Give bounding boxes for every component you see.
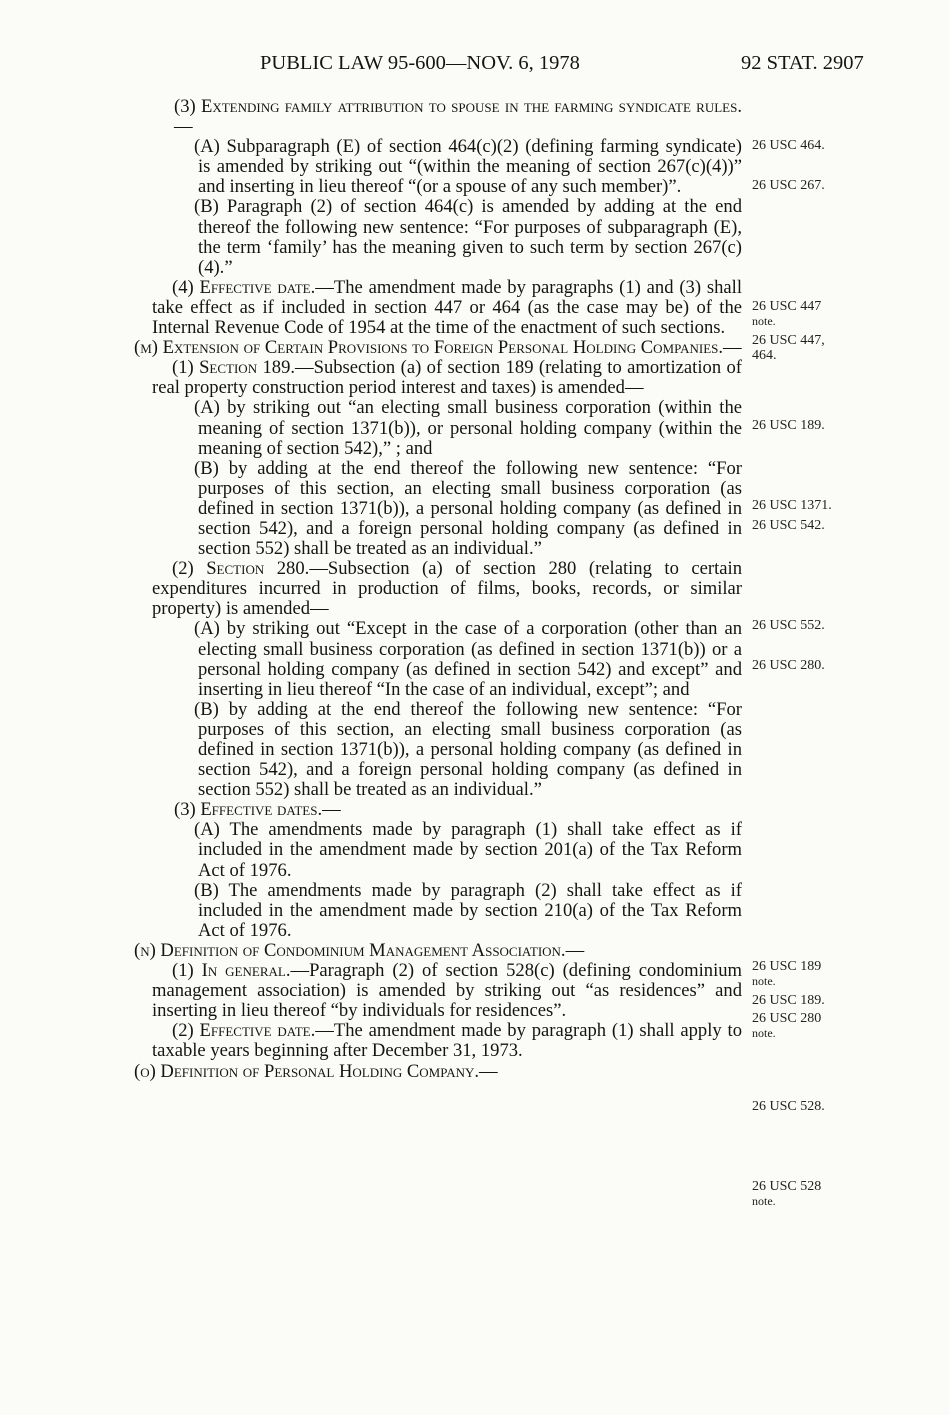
paragraph-4: (4) Effective date.—The amendment made by paragraphs (1) and (3) shall take effect as if included in section 447 or 464 (as the case may be) of the Internal Revenue Code of 1954 at the time of the enactment of such sections.: [152, 276, 742, 339]
paragraph-3a: (A) Subparagraph (E) of section 464(c)(2) (defining farming syndicate) is amended by striking out “(within the meaning of section 267(c)(4))” and inserting in lieu thereof “(or a spouse of any such member)”.: [194, 136, 742, 198]
margin-note: 26 USC 528.: [752, 1099, 825, 1114]
subsection-n-heading: (n) Definition of Condominium Management Association.—: [134, 939, 585, 961]
paragraph-m3-heading: (3) Effective dates.—: [174, 799, 341, 821]
paragraph-3-heading: (3) Extending family attribution to spouse in the farming syndicate rules.—: [174, 96, 742, 138]
margin-note: 26 USC 1371.: [752, 498, 832, 513]
margin-note: 26 USC 447 note.: [752, 299, 822, 328]
paragraph-m2: (2) Section 280.—Subsection (a) of section 280 (relating to certain expenditures incurred in production of films, books, records, or similar property) is amended—: [152, 558, 742, 620]
statute-body: [134, 96, 742, 1082]
page-header: [0, 52, 949, 82]
paragraph-n1: (1) In general.—Paragraph (2) of section 528(c) (defining condominium management association) is amended by striking out “as residences” and inserting in lieu thereof “by individuals for residences”.: [152, 960, 742, 1022]
paragraph-m3a: (A) The amendments made by paragraph (1) shall take effect as if included in the amendment made by section 201(a) of the Tax Reform Act of 1976.: [194, 819, 742, 881]
paragraph-m2a: (A) by striking out “Except in the case of a corporation (other than an electing small business corporation (as defined in section 1371(b)) or a personal holding company (as defined in section 542) and except” and inserting in lieu thereof “In the case of an individual, except”; and: [194, 618, 742, 700]
paragraph-m2b: (B) by adding at the end thereof the following new sentence: “For purposes of this section, an electing small business corporation (as defined in section 1371(b)), a personal holding company (as defined in section 542), and a foreign personal holding company (as defined in section 552) shall be treated as an individual.”: [194, 698, 742, 801]
paragraph-m1b: (B) by adding at the end thereof the following new sentence: “For purposes of this section, an electing small business corporation (as defined in section 1371(b)), a personal holding company (as defined in section 542), and a foreign personal holding company (as defined in section 552) shall be treated as an individual.”: [194, 457, 742, 560]
paragraph-m3b: (B) The amendments made by paragraph (2) shall take effect as if included in the amendment made by section 210(a) of the Tax Reform Act of 1976.: [194, 879, 742, 941]
header-title: PUBLIC LAW 95-600—NOV. 6, 1978: [260, 52, 580, 74]
subsection-o-heading: (o) Definition of Personal Holding Company.—: [134, 1060, 498, 1082]
margin-note: 26 USC 552.: [752, 618, 825, 633]
margin-note: 26 USC 189 note.: [752, 959, 822, 988]
paragraph-3b: (B) Paragraph (2) of section 464(c) is amended by adding at the end thereof the following new sentence: “For purposes of subparagraph (E), the term ‘family’ has the meaning given to such term by section 267(c)(4).”: [194, 196, 742, 278]
paragraph-m1a: (A) by striking out “an electing small business corporation (within the meaning of section 1371(b)), or personal holding company (within the meaning of section 542),” ; and: [194, 397, 742, 459]
paragraph-m1: (1) Section 189.—Subsection (a) of section 189 (relating to amortization of real property construction period interest and taxes) is amended—: [152, 357, 742, 399]
margin-note: 26 USC 280 note.: [752, 1011, 822, 1040]
margin-note: 26 USC 189.: [752, 418, 825, 433]
margin-note: 26 USC 280.: [752, 658, 825, 673]
margin-note: 26 USC 528 note.: [752, 1179, 822, 1208]
margin-note: 26 USC 267.: [752, 178, 825, 193]
margin-note: 26 USC 464.: [752, 138, 825, 153]
header-stat-citation: 92 STAT. 2907: [741, 52, 864, 74]
subsection-m-heading: (m) Extension of Certain Provisions to Foreign Personal Holding Companies.—: [134, 337, 742, 359]
margin-note: 26 USC 447, 464.: [752, 333, 825, 363]
margin-note: 26 USC 189.: [752, 993, 825, 1008]
margin-note: 26 USC 542.: [752, 518, 825, 533]
paragraph-n2: (2) Effective date.—The amendment made by paragraph (1) shall apply to taxable years beginning after December 31, 1973.: [152, 1020, 742, 1062]
